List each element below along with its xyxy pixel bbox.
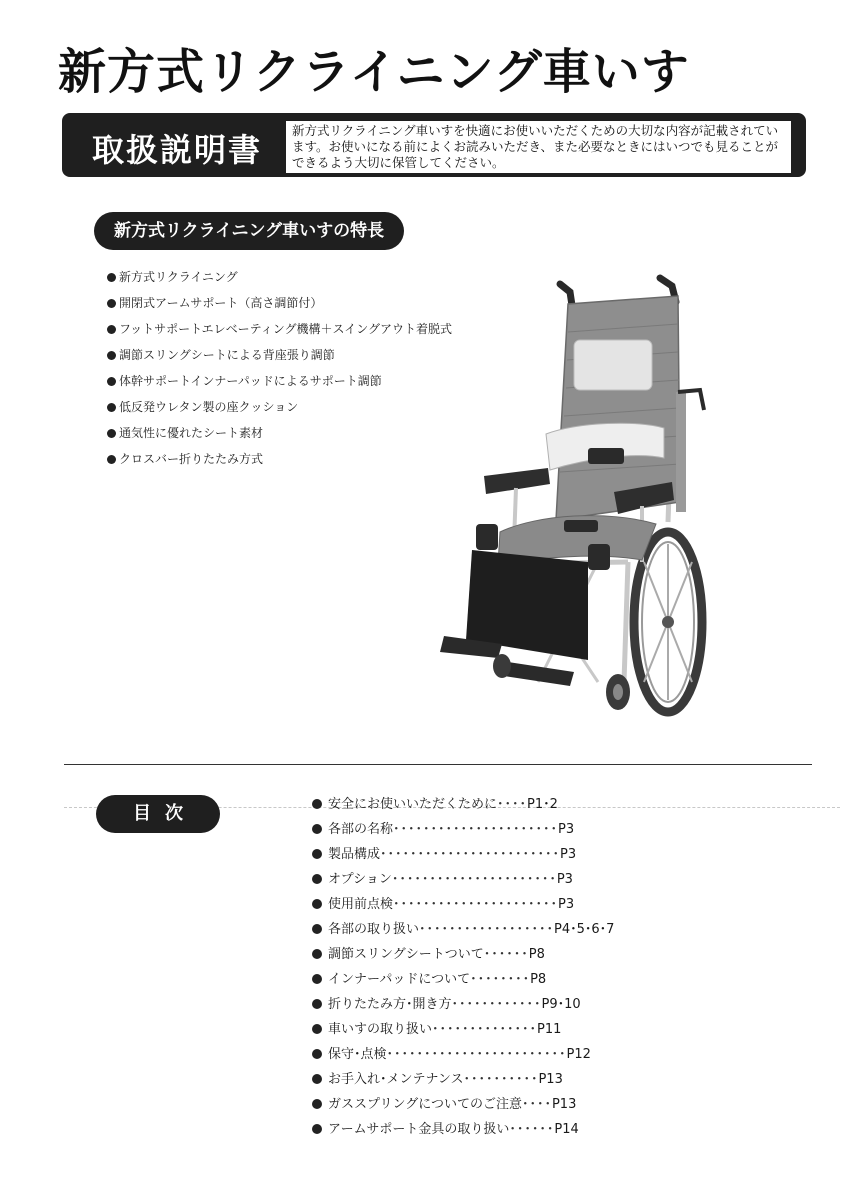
toc-entry[interactable]: 安全にお使いいただくために ････ P1･2: [312, 792, 652, 817]
bullet-icon: [107, 455, 116, 464]
feature-item: [107, 368, 452, 394]
bullet-icon: [107, 377, 116, 386]
toc-entry[interactable]: 各部の名称 ･･････････････････････ P3: [312, 817, 652, 842]
toc-entry[interactable]: アームサポート金具の取り扱い ･･････ P14: [312, 1117, 652, 1142]
bullet-icon: [107, 403, 116, 412]
toc-entry[interactable]: オプション ･･････････････････････ P3: [312, 867, 652, 892]
feature-item: [107, 394, 452, 420]
feature-text: フットサポートエレベーティング機構＋スイングアウト着脱式: [119, 322, 453, 336]
bullet-icon: [107, 429, 116, 438]
rear-wheel: [634, 532, 702, 712]
feature-item: [107, 420, 452, 446]
toc-entry[interactable]: 製品構成 ････････････････････････ P3: [312, 842, 652, 867]
bullet-icon: [312, 1074, 322, 1084]
bullet-icon: [107, 273, 116, 282]
bullet-icon: [312, 874, 322, 884]
bullet-icon: [312, 1024, 322, 1034]
bullet-icon: [312, 999, 322, 1009]
toc-entry[interactable]: お手入れ･メンテナンス ･･････････ P13: [312, 1067, 652, 1092]
table-of-contents: [312, 792, 652, 1142]
feature-item: [107, 290, 452, 316]
wheelchair-photo: [428, 262, 718, 722]
bullet-icon: [312, 974, 322, 984]
feature-text: 開閉式アームサポート（高さ調節付）: [119, 296, 323, 310]
toc-entry[interactable]: 車いすの取り扱い ･･････････････ P11: [312, 1017, 652, 1042]
bullet-icon: [312, 824, 322, 834]
bullet-icon: [312, 949, 322, 959]
manual-banner: [62, 113, 806, 177]
features-list: [107, 264, 452, 472]
toc-heading: 目次: [96, 795, 220, 833]
bullet-icon: [107, 351, 116, 360]
toc-entry[interactable]: 保守･点検 ････････････････････････ P12: [312, 1042, 652, 1067]
toc-entry[interactable]: 使用前点検 ･･････････････････････ P3: [312, 892, 652, 917]
feature-text: 低反発ウレタン製の座クッション: [119, 400, 299, 414]
feature-text: 新方式リクライニング: [119, 270, 238, 284]
bullet-icon: [312, 849, 322, 859]
toc-entry[interactable]: インナーパッドについて ････････ P8: [312, 967, 652, 992]
bullet-icon: [107, 299, 116, 308]
feature-item: [107, 446, 452, 472]
feature-text: 体幹サポートインナーパッドによるサポート調節: [119, 374, 382, 388]
page-title: 新方式リクライニング車いす: [58, 44, 690, 100]
headrest: [574, 340, 652, 390]
bullet-icon: [312, 924, 322, 934]
features-heading: 新方式リクライニング車いすの特長: [94, 212, 404, 250]
toc-entry[interactable]: 折りたたみ方･開き方 ････････････ P9･10: [312, 992, 652, 1017]
feature-item: [107, 264, 452, 290]
feature-text: 通気性に優れたシート素材: [119, 426, 264, 440]
manual-label: 取扱説明書: [92, 131, 263, 169]
toc-entry[interactable]: 調節スリングシートついて ･･････ P8: [312, 942, 652, 967]
bullet-icon: [312, 1124, 322, 1134]
bullet-icon: [107, 325, 116, 334]
bullet-icon: [312, 1099, 322, 1109]
feature-text: クロスバー折りたたみ方式: [119, 452, 264, 466]
bullet-icon: [312, 799, 322, 809]
toc-entry[interactable]: ガススプリングについてのご注意 ････ P13: [312, 1092, 652, 1117]
manual-description: 新方式リクライニング車いすを快適にお使いいただくための大切な内容が記載されています。お使いになる前によくお読みいただき、また必要なときにはいつでも見ることができるよう大切に保管してください。: [286, 121, 791, 173]
bullet-icon: [312, 899, 322, 909]
feature-item: [107, 342, 452, 368]
feature-item: [107, 316, 452, 342]
feature-text: 調節スリングシートによる背座張り調節: [119, 348, 335, 362]
section-divider: [64, 764, 812, 765]
bullet-icon: [312, 1049, 322, 1059]
toc-entry[interactable]: 各部の取り扱い ･･････････････････ P4･5･6･7: [312, 917, 652, 942]
